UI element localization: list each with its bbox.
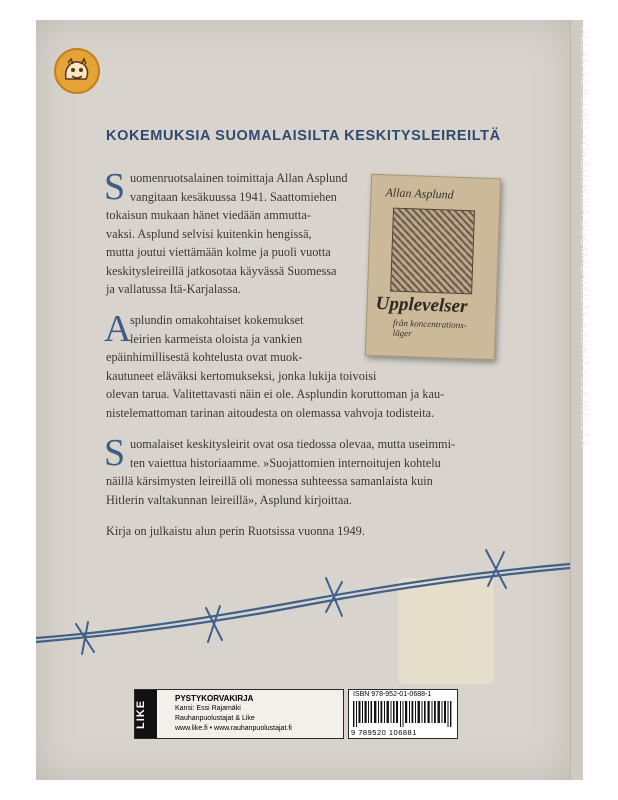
publisher-logo: LIKE bbox=[135, 690, 157, 738]
text-line: näillä kärsimysten leireillä oli monessa suhteessa samanlaista kuin bbox=[106, 474, 433, 488]
barcode-number: 9 789520 106881 bbox=[351, 728, 417, 737]
dropcap: S bbox=[104, 432, 126, 474]
paragraph-3-cont bbox=[106, 472, 433, 509]
book-title: Upplevelser bbox=[375, 293, 468, 318]
book-author: Allan Asplund bbox=[385, 185, 454, 202]
text-line: tokaisun mukaan hänet viedään ammutta- bbox=[106, 208, 311, 222]
barcode-icon bbox=[353, 701, 453, 727]
squirrel-logo-icon bbox=[54, 48, 100, 94]
paragraph-2 bbox=[130, 311, 304, 348]
publisher-info bbox=[134, 689, 344, 739]
paragraph-3 bbox=[130, 435, 455, 472]
text-line: uomalaiset keskitysleirit ovat osa tiedossa olevaa, mutta useimmi- bbox=[130, 437, 456, 451]
text-line: ten vaiettua historiaamme. »Suojattomien internoitujen kohtelu bbox=[130, 455, 441, 470]
spine-title: ALLAN ASPLUND KOKEMUKSIA SUOMALAISILTA KESKITYSLEIREILTÄ bbox=[578, 28, 590, 448]
paragraph-1-cont bbox=[106, 206, 337, 299]
text-line: mutta joutui viettämään kolme ja puoli vuotta bbox=[106, 245, 331, 259]
dropcap: A bbox=[104, 308, 132, 350]
original-book-image bbox=[365, 174, 501, 360]
book-subtitle bbox=[393, 318, 467, 341]
text-line: epäinhimillisestä kohtelusta ovat muok- bbox=[106, 350, 303, 364]
isbn-barcode bbox=[348, 689, 458, 739]
series-name: PYSTYKORVAKIRJA bbox=[175, 694, 254, 703]
page-title: KOKEMUKSIA SUOMALAISILTA KESKITYSLEIREILTÄ bbox=[106, 128, 501, 144]
text-line: olevan tarua. Valitettavasti näin ei ole. Asplundin koruttoman ja kau- bbox=[106, 387, 445, 401]
book-subtitle-line: läger bbox=[392, 327, 412, 339]
text-line: kautuneet eläväksi kertomukseksi, jonka lukija toivoisi bbox=[106, 368, 377, 383]
portrait-illustration bbox=[390, 208, 475, 295]
publishers: Rauhanpuolustajat & Like bbox=[175, 715, 255, 722]
text-line: leirien karmeista oloista ja vankien bbox=[130, 331, 303, 346]
text-line: keskitysleireillä jatkosotaa käyvässä Suomessa bbox=[106, 263, 337, 278]
text-line: uomenruotsalainen toimittaja Allan Asplund bbox=[130, 171, 348, 185]
book-subtitle-line: från koncentrations- bbox=[392, 317, 467, 331]
text-line: nistelemattoman tarinan aitoudesta on olemassa vahvoja todisteita. bbox=[106, 405, 435, 420]
websites: www.like.fi • www.rauhanpuolustajat.fi bbox=[175, 725, 292, 732]
text-line: vangitaan kesäkuussa 1941. Saattomiehen bbox=[130, 189, 337, 204]
text-line: Kirja on julkaistu alun perin Ruotsissa vuonna 1949. bbox=[106, 524, 365, 538]
dropcap: S bbox=[104, 166, 126, 208]
paragraph-2-cont bbox=[106, 348, 444, 422]
text-line: vaksi. Asplund selvisi kuitenkin hengissä, bbox=[106, 226, 312, 241]
text-line: splundin omakohtaiset kokemukset bbox=[130, 313, 304, 327]
text-line: ja vallatussa Itä-Karjalassa. bbox=[106, 282, 241, 296]
cover-credit: Kansi: Essi Rajamäki bbox=[175, 705, 241, 712]
isbn-label: ISBN 978-952-01-0688-1 bbox=[353, 691, 432, 698]
text-line: Hitlerin valtakunnan leireillä», Asplund kirjoittaa. bbox=[106, 492, 352, 507]
paragraph-1 bbox=[130, 169, 348, 206]
barbed-wire-illustration bbox=[36, 520, 570, 660]
